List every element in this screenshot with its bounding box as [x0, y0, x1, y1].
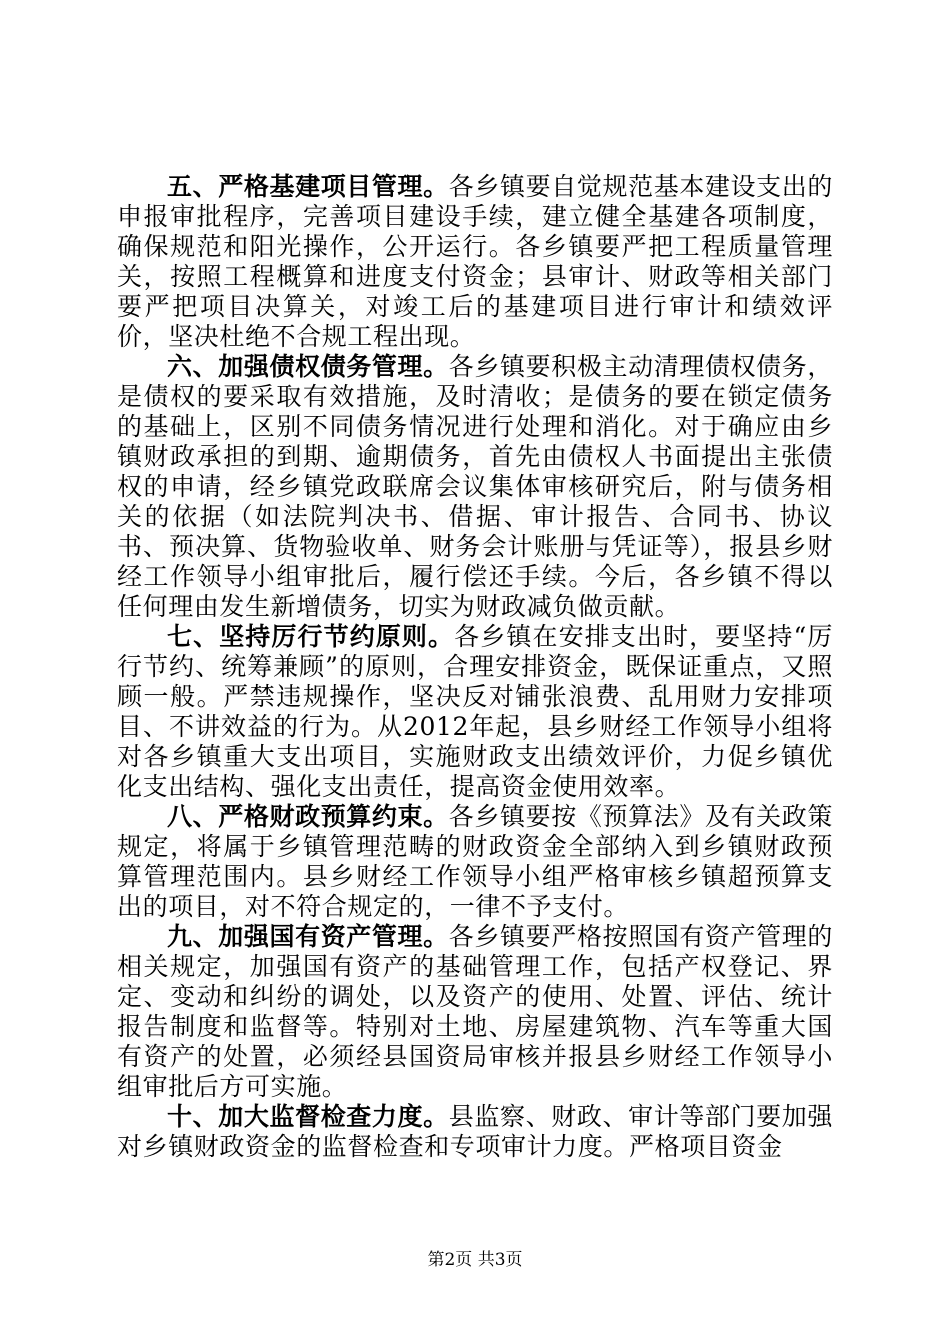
paragraph-text: 各乡镇要积极主动清理债权债务，是债权的要采取有效措施，及时清收；是债务的要在锁定债务的基础上，区别不同债务情况进行处理和消化。对于确应由乡镇财政承担的到期、逾期债务，首先由债权人书面提出主张债权的申请，经乡镇党政联席会议集体审核研究后，附与债务相关的依据（如法院判决书、借据、审计报告、合同书、协议书、预决算、货物验收单、财务会计账册与凭证等），报县乡财经工作领导小组审批后，履行偿还手续。今后，各乡镇不得以任何理由发生新增债务，切实为财政减负做贡献。: [117, 352, 833, 621]
paragraph-heading: 五、严格基建项目管理。: [167, 172, 449, 201]
paragraph-heading: 六、加强债权债务管理。: [167, 352, 449, 381]
paragraph-infrastructure: [117, 172, 833, 352]
paragraph-text: 各乡镇要按《预算法》及有关政策规定，将属于乡镇管理范畴的财政资金全部纳入到乡镇财政预算管理范围内。县乡财经工作领导小组严格审核乡镇超预算支出的项目，对不符合规定的，一律不予支付。: [117, 802, 833, 921]
paragraph-budget: [117, 802, 833, 922]
paragraph-heading: 八、严格财政预算约束。: [167, 802, 449, 831]
paragraph-state-assets: [117, 922, 833, 1102]
paragraph-frugality: [117, 622, 833, 802]
paragraph-supervision: [117, 1102, 833, 1162]
paragraph-heading: 十、加大监督检查力度。: [167, 1102, 449, 1131]
paragraph-text: 各乡镇要自觉规范基本建设支出的申报审批程序，完善项目建设手续，建立健全基建各项制度，确保规范和阳光操作，公开运行。各乡镇要严把工程质量管理关，按照工程概算和进度支付资金；县审计、财政等相关部门要严把项目决算关，对竣工后的基建项目进行审计和绩效评价，坚决杜绝不合规工程出现。: [117, 172, 833, 351]
paragraph-text: 各乡镇要严格按照国有资产管理的相关规定，加强国有资产的基础管理工作，包括产权登记、界定、变动和纠纷的调处，以及资产的使用、处置、评估、统计报告制度和监督等。特别对土地、房屋建筑物、汽车等重大国有资产的处置，必须经县国资局审核并报县乡财经工作领导小组审批后方可实施。: [117, 922, 833, 1101]
page-number-footer: 第2页 共3页: [427, 1250, 523, 1270]
paragraph-heading: 九、加强国有资产管理。: [167, 922, 449, 951]
paragraph-debt: [117, 352, 833, 622]
document-body: [117, 172, 833, 1162]
paragraph-text: 县监察、财政、审计等部门要加强对乡镇财政资金的监督检查和专项审计力度。严格项目资金: [117, 1102, 833, 1161]
paragraph-text: 各乡镇在安排支出时，要坚持“厉行节约、统筹兼顾”的原则，合理安排资金，既保证重点，又照顾一般。严禁违规操作，坚决反对铺张浪费、乱用财力安排项目、不讲效益的行为。从2012年起，县乡财经工作领导小组将对各乡镇重大支出项目，实施财政支出绩效评价，力促乡镇优化支出结构、强化支出责任，提高资金使用效率。: [117, 622, 833, 801]
paragraph-heading: 七、坚持厉行节约原则。: [167, 622, 455, 651]
